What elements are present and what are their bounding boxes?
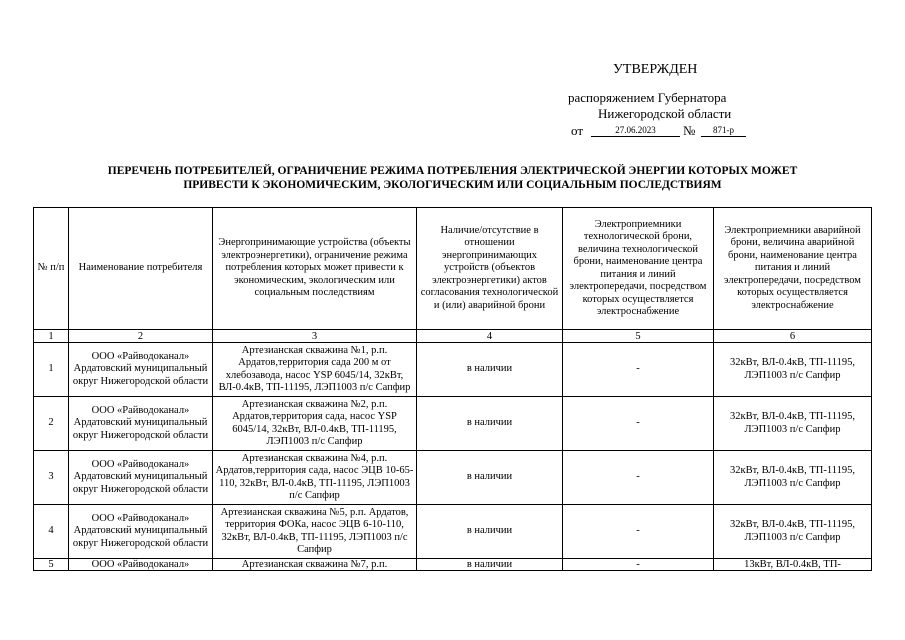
consumer-cell: ООО «Райводоканал» (69, 559, 213, 571)
devices-cell: Артезианская скважина №2, р.п. Ардатов,территория сада, насос YSP 6045/14, 32кВт, ВЛ-0.4кВ, ТП-11195, ЛЭП1003 п/с Сапфир (213, 397, 417, 451)
tech-reserve-cell: - (563, 559, 714, 571)
document-title-line-2: ПРИВЕСТИ К ЭКОНОМИЧЕСКИМ, ЭКОЛОГИЧЕСКИМ ИЛИ СОЦИАЛЬНЫМ ПОСЛЕДСТВИЯМ (183, 178, 722, 191)
approval-date: 27.06.2023 (591, 125, 680, 137)
header-acts: Наличие/отсутствие в отношении энергопринимающих устройств (объектов электроэнергетики) актов согласования технологической и (или) аварийной брони (417, 208, 563, 330)
emergency-reserve-cell: 32кВт, ВЛ-0.4кВ, ТП-11195, ЛЭП1003 п/с Сапфир (714, 451, 872, 505)
column-number: 6 (714, 330, 872, 343)
column-numbers-row (34, 330, 872, 343)
header-consumer: Наименование потребителя (69, 208, 213, 330)
consumer-cell: ООО «Райводоканал» Ардатовский муниципальный округ Нижегородской области (69, 451, 213, 505)
table-row (34, 505, 872, 559)
emergency-reserve-cell: 32кВт, ВЛ-0.4кВ, ТП-11195, ЛЭП1003 п/с Сапфир (714, 505, 872, 559)
approval-title: УТВЕРЖДЕН (613, 62, 698, 77)
acts-cell: в наличии (417, 451, 563, 505)
approval-from-label: от (571, 123, 584, 138)
devices-cell: Артезианская скважина №5, р.п. Ардатов, территория ФОКа, насос ЭЦВ 6-10-110, 32кВт, ВЛ-0.4кВ, ТП-11195, ЛЭП1003 п/с Сапфир (213, 505, 417, 559)
acts-cell: в наличии (417, 505, 563, 559)
row-number: 1 (34, 343, 69, 397)
approval-number: 871-р (701, 125, 746, 137)
tech-reserve-cell: - (563, 397, 714, 451)
header-devices: Энергопринимающие устройства (объекты электроэнергетики), ограничение режима потребления которых может привести к экономическим, экологическим или социальным последствиям (213, 208, 417, 330)
table-header-row (34, 208, 872, 330)
column-number: 1 (34, 330, 69, 343)
table-row (34, 559, 872, 571)
document-title-line-1: ПЕРЕЧЕНЬ ПОТРЕБИТЕЛЕЙ, ОГРАНИЧЕНИЕ РЕЖИМА ПОТРЕБЛЕНИЯ ЭЛЕКТРИЧЕСКОЙ ЭНЕРГИИ КОТОРЫХ МОЖЕТ (107, 165, 798, 177)
header-number: № п/п (34, 208, 69, 330)
acts-cell: в наличии (417, 397, 563, 451)
consumers-table (33, 207, 872, 571)
table-row (34, 451, 872, 505)
table-row (34, 397, 872, 451)
approval-line-1: распоряжением Губернатора (568, 90, 727, 105)
column-number: 5 (563, 330, 714, 343)
row-number: 2 (34, 397, 69, 451)
emergency-reserve-cell: 13кВт, ВЛ-0.4кВ, ТП- (714, 559, 872, 571)
header-emergency-reserve: Электроприемники аварийной брони, величина аварийной брони, наименование центра питания и линий электропередачи, посредством которых осуществляется электроснабжение (714, 208, 872, 330)
approval-number-label: № (683, 123, 696, 138)
devices-cell: Артезианская скважина №7, р.п. (213, 559, 417, 571)
devices-cell: Артезианская скважина №1, р.п. Ардатов,территория сада 200 м от хлебозавода, насос YSP 6045/14, 32кВт, ВЛ-0.4кВ, ТП-11195, ЛЭП1003 п/с Сапфир (213, 343, 417, 397)
row-number: 5 (34, 559, 69, 571)
emergency-reserve-cell: 32кВт, ВЛ-0.4кВ, ТП-11195, ЛЭП1003 п/с Сапфир (714, 397, 872, 451)
tech-reserve-cell: - (563, 505, 714, 559)
consumer-cell: ООО «Райводоканал» Ардатовский муниципальный округ Нижегородской области (69, 505, 213, 559)
header-tech-reserve: Электроприемники технологической брони, величина технологической брони, наименование центра питания и линий электропередачи, посредством которых осуществляется электроснабжение (563, 208, 714, 330)
column-number: 2 (69, 330, 213, 343)
tech-reserve-cell: - (563, 343, 714, 397)
row-number: 4 (34, 505, 69, 559)
acts-cell: в наличии (417, 343, 563, 397)
devices-cell: Артезианская скважина №4, р.п. Ардатов,территория сада, насос ЭЦВ 10-65-110, 32кВт, ВЛ-0.4кВ, ТП-11195, ЛЭП1003 п/с Сапфир (213, 451, 417, 505)
emergency-reserve-cell: 32кВт, ВЛ-0.4кВ, ТП-11195, ЛЭП1003 п/с Сапфир (714, 343, 872, 397)
acts-cell: в наличии (417, 559, 563, 571)
document-title (60, 165, 845, 192)
approval-line-2: Нижегородской области (598, 106, 732, 121)
table-row (34, 343, 872, 397)
row-number: 3 (34, 451, 69, 505)
tech-reserve-cell: - (563, 451, 714, 505)
column-number: 4 (417, 330, 563, 343)
consumer-cell: ООО «Райводоканал» Ардатовский муниципальный округ Нижегородской области (69, 397, 213, 451)
consumer-cell: ООО «Райводоканал» Ардатовский муниципальный округ Нижегородской области (69, 343, 213, 397)
column-number: 3 (213, 330, 417, 343)
